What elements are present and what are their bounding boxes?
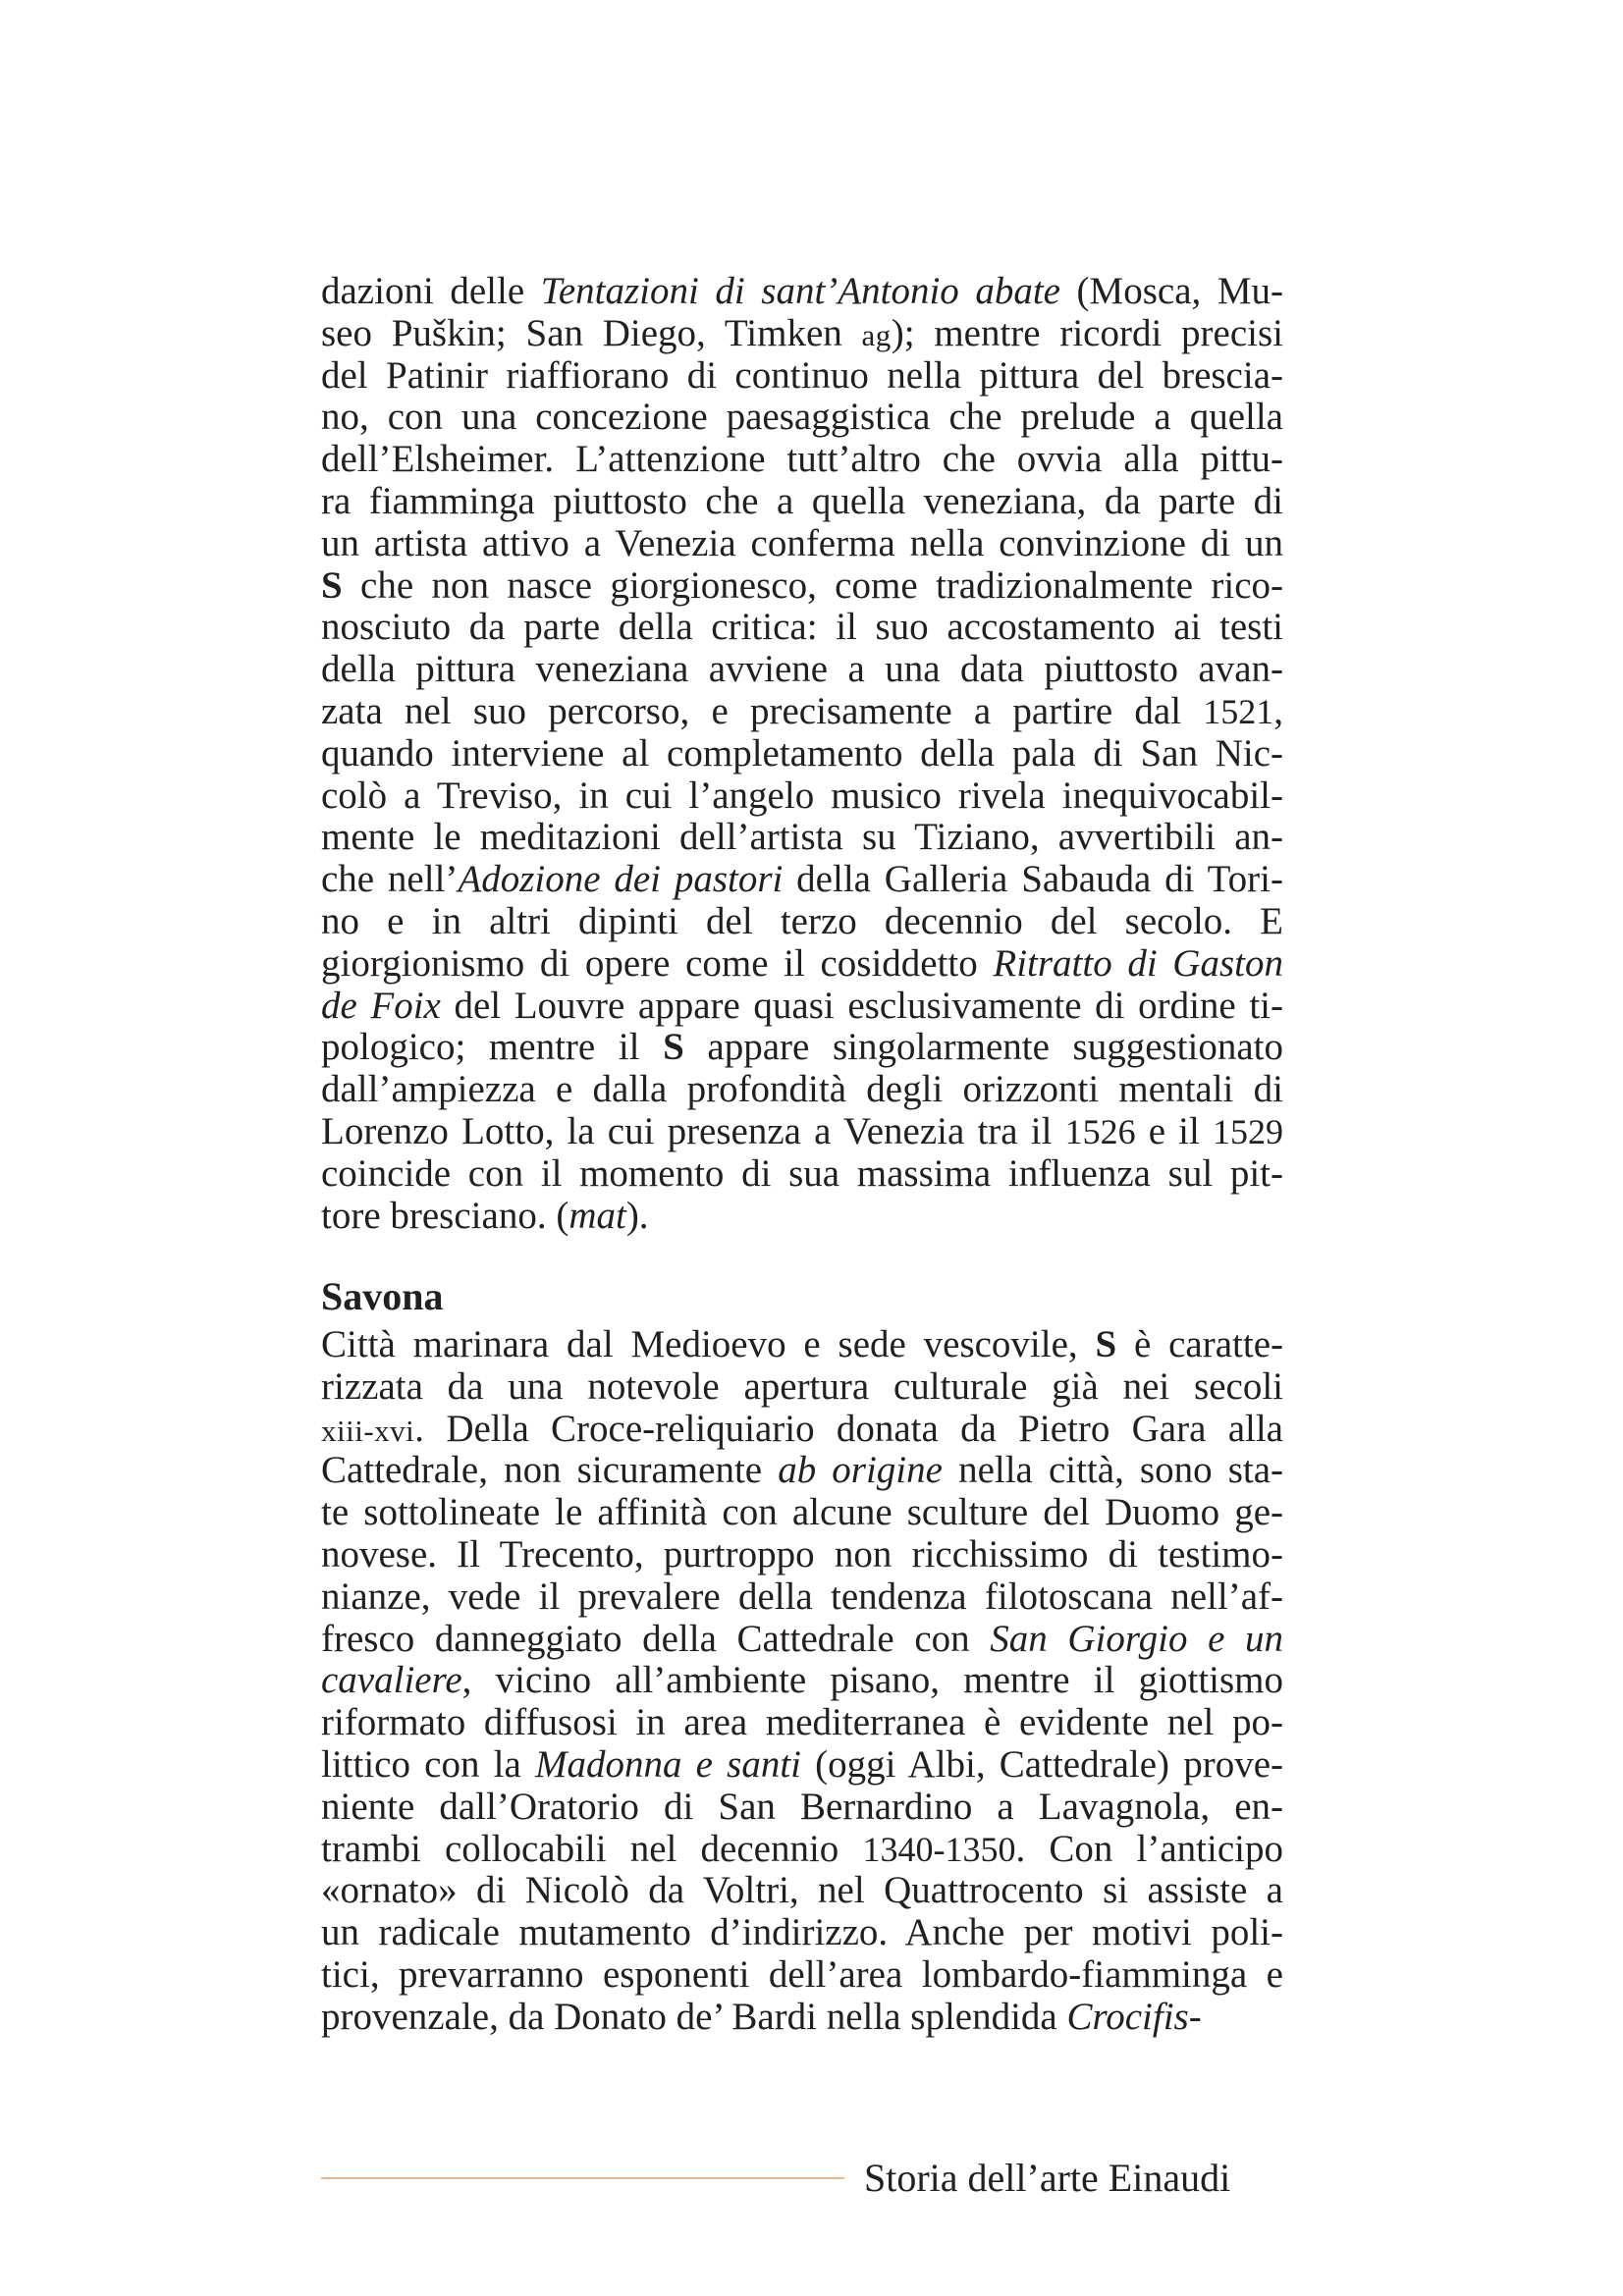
text-segment: nosciuto da parte della critica: il suo accostamento ai testi [321, 606, 1283, 649]
text-line [321, 649, 1283, 691]
text-segment: ab origine [778, 1449, 943, 1492]
text-segment: nianze, vede il prevalere della tendenza filotoscana nell’af- [321, 1575, 1283, 1618]
text-line [321, 1111, 1283, 1153]
text-segment: Cattedrale, non sicuramente [321, 1449, 779, 1492]
text-segment: della Galleria Sabauda di Tori- [783, 858, 1283, 901]
text-line [321, 1027, 1283, 1069]
text-segment: (oggi Albi, Cattedrale) prove- [801, 1742, 1283, 1786]
text-segment: un radicale mutamento d’indirizzo. Anche per motivi poli- [321, 1911, 1283, 1954]
text-segment: S [321, 563, 343, 607]
text-segment: dell’Elsheimer. L’attenzione tutt’altro che ovvia alla pittu- [321, 438, 1283, 481]
text-segment: 1521 [1203, 691, 1274, 731]
text-line [321, 986, 1283, 1028]
text-segment: pologico; mentre il [321, 1026, 664, 1069]
text-line [321, 1324, 1283, 1366]
text-segment: ra fiamminga piuttosto che a quella veneziana, da parte di [321, 479, 1283, 522]
text-segment: riformato diffusosi in area mediterranea è evidente nel po- [321, 1701, 1283, 1744]
text-segment: , [1273, 689, 1283, 732]
text-segment: 1340-1350 [862, 1829, 1016, 1869]
text-line [321, 1196, 1283, 1238]
text-segment: littico con la [321, 1742, 535, 1786]
text-segment: Lorenzo Lotto, la cui presenza a Venezia tra il [321, 1109, 1065, 1152]
text-segment: ). [625, 1194, 649, 1237]
text-segment: te sottolineate le affinità con alcune sculture del Duomo ge- [321, 1491, 1283, 1534]
body-text-section-2 [321, 1324, 1283, 2039]
text-segment: rizzata da una notevole apertura culturale già nei secoli [321, 1364, 1283, 1408]
text-segment: niente dall’Oratorio di San Bernardino a Lavagnola, en- [321, 1785, 1283, 1828]
text-line [321, 271, 1283, 313]
text-line [321, 523, 1283, 565]
text-line [321, 817, 1283, 859]
text-segment: S [663, 1026, 684, 1069]
text-segment: tici, prevarranno esponenti dell’area lombardo-fiamminga e [321, 1952, 1283, 1996]
text-line [321, 1492, 1283, 1534]
text-line [321, 397, 1283, 439]
entry-heading-savona: Savona [321, 1274, 444, 1318]
text-segment: colò a Treviso, in cui l’angelo musico rivela inequivocabil- [321, 774, 1283, 817]
text-line [321, 1997, 1283, 2039]
text-segment: dazioni delle [321, 270, 541, 312]
text-segment: della pittura veneziana avviene a una data piuttosto avan- [321, 648, 1283, 691]
text-line [321, 691, 1283, 733]
text-segment: ); mentre ricordi precisi [891, 311, 1283, 354]
text-line [321, 1069, 1283, 1111]
text-segment: che nell’ [321, 858, 459, 901]
text-segment: Ritratto di Gaston [993, 941, 1283, 985]
text-line [321, 565, 1283, 608]
text-segment: Tentazioni di sant’Antonio abate [540, 270, 1060, 312]
text-line [321, 1619, 1283, 1661]
text-segment: ag [861, 317, 892, 352]
footer-rule [321, 2177, 844, 2179]
text-segment: de Foix [321, 984, 441, 1027]
text-line [321, 1153, 1283, 1196]
text-segment: «ornato» di Nicolò da Voltri, nel Quattrocento si assiste a [321, 1869, 1283, 1912]
footer-series-title: Storia dell’arte Einaudi [864, 2156, 1231, 2200]
text-segment: mente le meditazioni dell’artista su Tiziano, avvertibili an- [321, 816, 1283, 859]
text-segment: trambi collocabili nel decennio [321, 1827, 863, 1870]
text-segment: è caratte- [1116, 1323, 1283, 1365]
text-line [321, 1409, 1283, 1451]
text-segment: fresco danneggiato della Cattedrale con [321, 1617, 991, 1660]
text-line [321, 1366, 1283, 1409]
text-segment: S [1095, 1323, 1117, 1365]
text-line [321, 859, 1283, 901]
text-segment: . Della Croce-reliquiario donata da Pietro Gara alla [414, 1407, 1283, 1450]
text-segment: Città marinara dal Medioevo e sede vescovile, [321, 1323, 1096, 1365]
text-segment: quando interviene al completamento della pala di San Nic- [321, 731, 1283, 774]
text-line [321, 439, 1283, 481]
text-segment: tore bresciano. ( [321, 1194, 569, 1237]
text-line [321, 355, 1283, 398]
text-segment: Adozione dei pastori [458, 858, 784, 901]
text-segment: provenzale, da Donato de’ Bardi nella splendida [321, 1995, 1067, 2038]
text-segment: Madonna e santi [534, 1742, 801, 1786]
text-segment: e il [1135, 1109, 1213, 1152]
text-line [321, 943, 1283, 986]
text-line [321, 1744, 1283, 1787]
text-line [321, 481, 1283, 523]
text-segment: mat [568, 1194, 626, 1237]
text-segment: del Patinir riaffiorano di continuo nella pittura del brescia- [321, 353, 1283, 397]
text-segment: nella città, sono sta- [942, 1449, 1283, 1492]
text-line [321, 313, 1283, 355]
text-segment: seo Puškin; San Diego, Timken [321, 311, 862, 354]
text-segment: no e in altri dipinti del terzo decennio del secolo. E [321, 899, 1283, 942]
text-line [321, 775, 1283, 818]
text-segment: appare singolarmente suggestionato [683, 1026, 1283, 1069]
text-line [321, 1787, 1283, 1829]
text-segment: San Giorgio e un [990, 1617, 1283, 1660]
text-segment: Crocifis- [1066, 1995, 1202, 2038]
text-line [321, 1660, 1283, 1702]
text-segment: zata nel suo percorso, e precisamente a partire dal [321, 689, 1204, 732]
text-segment: cavaliere [321, 1659, 462, 1702]
body-text-section-1 [321, 271, 1283, 1237]
text-segment: (Mosca, Mu- [1059, 270, 1283, 312]
text-segment: del Louvre appare quasi esclusivamente di ordine ti- [440, 984, 1283, 1027]
text-segment: novese. Il Trecento, purtroppo non ricchissimo di testimo- [321, 1532, 1283, 1575]
text-segment: che non nasce giorgionesco, come tradizionalmente rico- [342, 563, 1283, 607]
text-segment: . Con l’anticipo [1015, 1827, 1283, 1870]
text-segment: 1526 [1064, 1111, 1136, 1151]
text-line [321, 1912, 1283, 1954]
text-line [321, 733, 1283, 775]
text-line [321, 1702, 1283, 1744]
text-line [321, 1450, 1283, 1492]
text-segment: giorgionismo di opere come il cosiddetto [321, 941, 994, 985]
text-line [321, 1576, 1283, 1619]
text-line [321, 607, 1283, 649]
text-line [321, 1829, 1283, 1871]
text-line [321, 901, 1283, 943]
text-segment: xiii-xvi [321, 1413, 415, 1448]
text-segment: coincide con il momento di sua massima influenza sul pit- [321, 1151, 1283, 1195]
text-segment: dall’ampiezza e dalla profondità degli orizzonti mentali di [321, 1068, 1283, 1111]
text-segment: 1529 [1213, 1111, 1283, 1151]
text-segment: no, con una concezione paesaggistica che prelude a quella [321, 396, 1283, 439]
text-line [321, 1534, 1283, 1576]
text-line [321, 1954, 1283, 1997]
text-segment: , vicino all’ambiente pisano, mentre il giottismo [461, 1659, 1283, 1702]
text-line [321, 1870, 1283, 1912]
text-segment: un artista attivo a Venezia conferma nella convinzione di un [321, 521, 1283, 564]
